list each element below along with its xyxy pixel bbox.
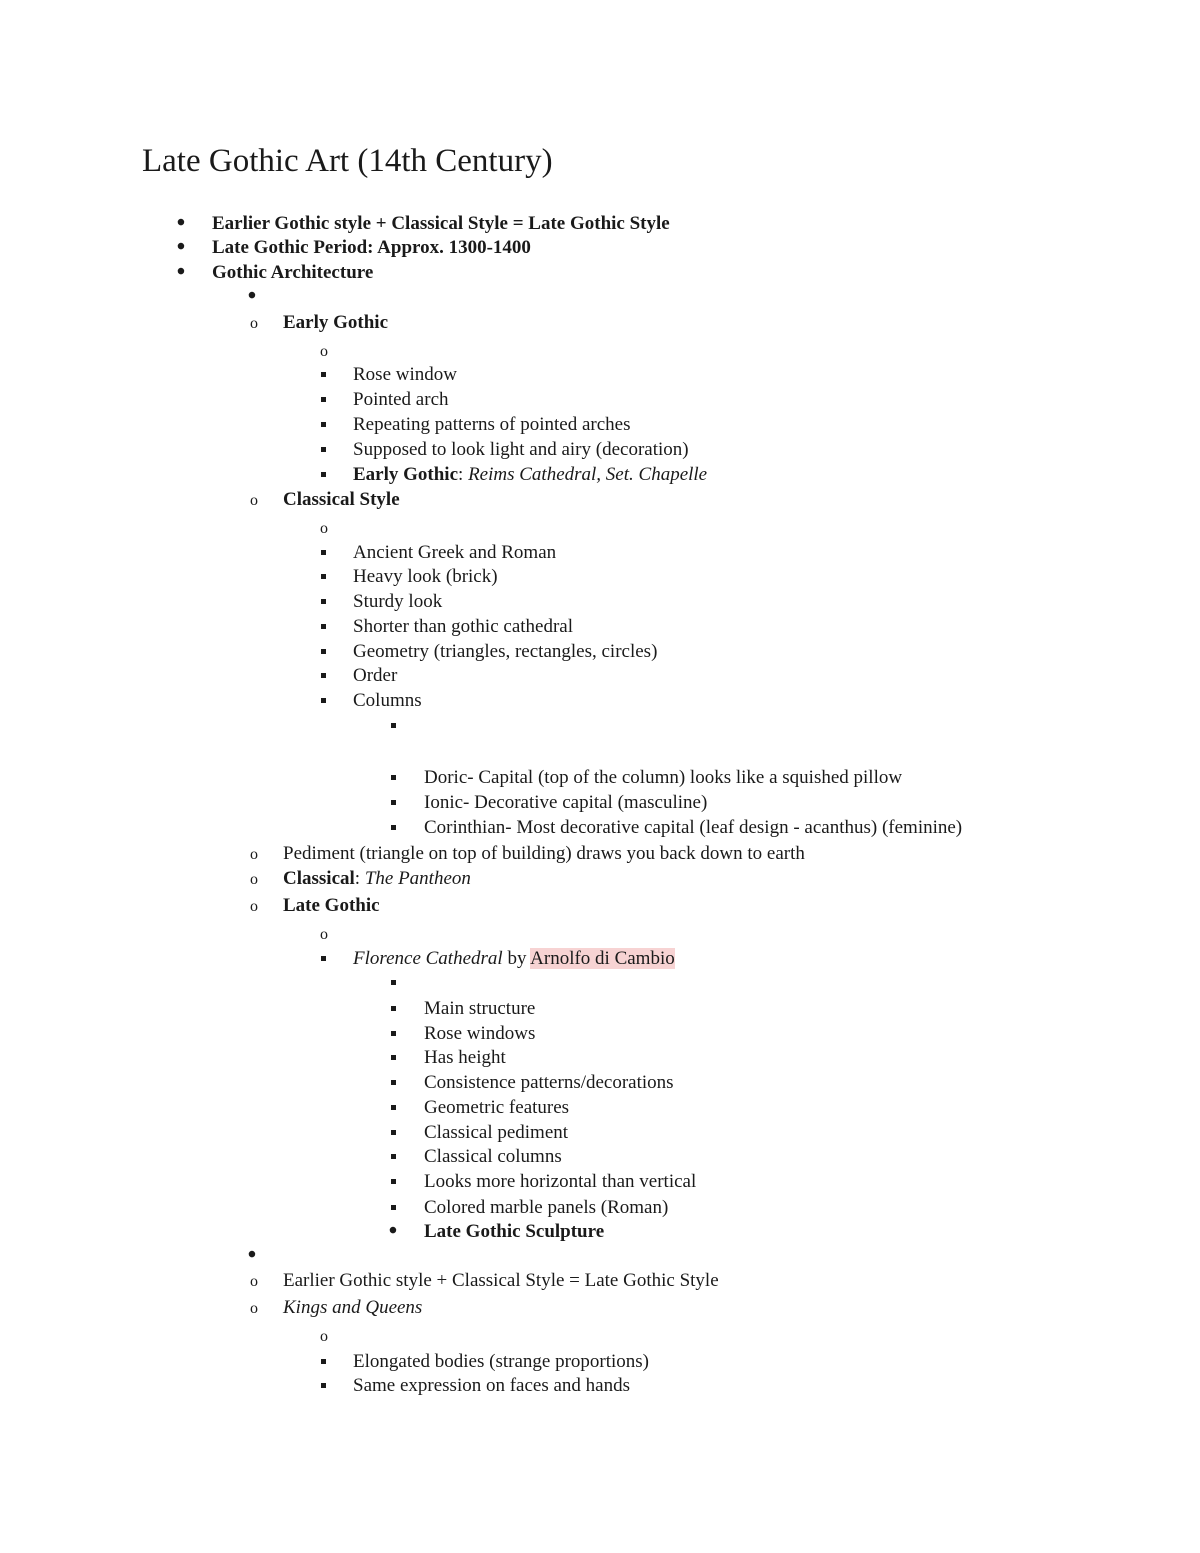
- list-item: [0, 437, 1200, 462]
- bullet-circle-icon: [247, 893, 261, 919]
- bullet-square-icon: [316, 437, 330, 462]
- section-heading-early-gothic: Early Gothic: [283, 312, 389, 333]
- bullet-circle-icon: [317, 338, 331, 364]
- list-item: [0, 688, 1200, 713]
- bullet-square-icon: [316, 688, 330, 713]
- list-item-text: Ancient Greek and Roman: [353, 542, 557, 563]
- list-item: [0, 996, 1200, 1021]
- list-item-text: Shorter than gothic cathedral: [353, 616, 574, 637]
- list-item-text: Rose windows: [424, 1023, 536, 1044]
- bullet-square-icon: [386, 1021, 400, 1046]
- empty-list-item: [0, 515, 1200, 540]
- list-item-text: Late Gothic Period: Approx. 1300-1400: [212, 237, 531, 258]
- list-item-text: Colored marble panels (Roman): [424, 1197, 669, 1218]
- bullet-square-icon: [316, 412, 330, 437]
- list-item: [0, 540, 1200, 565]
- list-item: [0, 1169, 1200, 1194]
- list-item-text: Supposed to look light and airy (decoration): [353, 439, 689, 460]
- list-item: [0, 211, 1200, 236]
- list-item: [0, 1219, 1200, 1244]
- list-item: [0, 1268, 1200, 1293]
- list-item: [0, 589, 1200, 614]
- list-item-text: Kings and Queens: [283, 1297, 423, 1318]
- empty-list-item: [0, 338, 1200, 363]
- bullet-square-icon: [386, 1070, 400, 1095]
- empty-list-item: [0, 1243, 1200, 1268]
- bullet-disc-icon: [245, 1243, 259, 1269]
- list-item-text: Heavy look (brick): [353, 566, 498, 587]
- list-item: [0, 310, 1200, 335]
- bullet-circle-icon: [247, 487, 261, 513]
- list-item-text: Elongated bodies (strange proportions): [353, 1351, 650, 1372]
- list-item: [0, 1373, 1200, 1398]
- artist-highlight: Arnolfo di Cambio: [530, 948, 675, 969]
- bullet-square-icon: [316, 362, 330, 387]
- bullet-square-icon: [316, 564, 330, 589]
- list-item-text: Same expression on faces and hands: [353, 1375, 631, 1396]
- bullet-square-icon: [386, 996, 400, 1021]
- example-works: The Pantheon: [364, 868, 471, 889]
- list-item-text: Doric- Capital (top of the column) looks like a squished pillow: [424, 767, 903, 788]
- list-item: [0, 1070, 1200, 1095]
- list-item-text: Gothic Architecture: [212, 262, 374, 283]
- bullet-disc-icon: [174, 235, 188, 261]
- bullet-circle-icon: [247, 1295, 261, 1321]
- list-item: [0, 1120, 1200, 1145]
- list-item-text: Pointed arch: [353, 389, 449, 410]
- bullet-circle-icon: [247, 866, 261, 892]
- list-item-text: Classical columns: [424, 1146, 562, 1167]
- list-item: [0, 1349, 1200, 1374]
- list-item-text: [353, 946, 675, 971]
- list-item-text: [283, 866, 471, 891]
- list-item-text: Looks more horizontal than vertical: [424, 1171, 697, 1192]
- list-item-text: Rose window: [353, 364, 457, 385]
- bullet-square-icon: [316, 1373, 330, 1398]
- work-by: by: [502, 948, 531, 969]
- empty-list-item: [0, 970, 1200, 995]
- list-item: [0, 487, 1200, 512]
- bullet-circle-icon: [317, 515, 331, 541]
- bullet-square-icon: [386, 790, 400, 815]
- list-item-text: Geometry (triangles, rectangles, circles): [353, 641, 658, 662]
- example-works: Reims Cathedral, Set. Chapelle: [468, 464, 708, 485]
- bullet-square-icon: [316, 946, 330, 971]
- bullet-circle-icon: [247, 1268, 261, 1294]
- bullet-disc-icon: [245, 284, 259, 310]
- bullet-circle-icon: [247, 310, 261, 336]
- empty-list-item: [0, 284, 1200, 309]
- bullet-square-icon: [386, 1120, 400, 1145]
- list-item: [0, 387, 1200, 412]
- bullet-square-icon: [386, 1169, 400, 1194]
- list-item: [0, 412, 1200, 437]
- list-item: [0, 946, 1200, 971]
- list-item-text: Pediment (triangle on top of building) draws you back down to earth: [283, 843, 805, 864]
- list-item-text: Columns: [353, 690, 422, 711]
- list-item-text: Repeating patterns of pointed arches: [353, 414, 631, 435]
- section-heading-classical-style: Classical Style: [283, 489, 400, 510]
- bullet-circle-icon: [317, 1323, 331, 1349]
- list-item: [0, 614, 1200, 639]
- bullet-circle-icon: [317, 921, 331, 947]
- bullet-square-icon: [316, 639, 330, 664]
- list-item: [0, 564, 1200, 589]
- list-item-text: Consistence patterns/decorations: [424, 1072, 674, 1093]
- example-separator: :: [354, 868, 365, 889]
- bullet-square-icon: [386, 1095, 400, 1120]
- bullet-circle-icon: [247, 841, 261, 867]
- list-item: [0, 866, 1200, 891]
- list-item: [0, 260, 1200, 285]
- bullet-square-icon: [386, 970, 400, 995]
- list-item: [0, 362, 1200, 387]
- bullet-disc-icon: [386, 1219, 400, 1245]
- list-item-text: Classical pediment: [424, 1122, 569, 1143]
- list-item: [0, 1195, 1200, 1220]
- list-item-text: Earlier Gothic style + Classical Style = Late Gothic Style: [283, 1270, 719, 1291]
- bullet-square-icon: [316, 663, 330, 688]
- list-item: [0, 1144, 1200, 1169]
- list-item-text: Ionic- Decorative capital (masculine): [424, 792, 708, 813]
- bullet-disc-icon: [174, 260, 188, 286]
- bullet-square-icon: [386, 713, 400, 738]
- bullet-square-icon: [386, 1195, 400, 1220]
- bullet-square-icon: [316, 462, 330, 487]
- work-title: Florence Cathedral: [353, 948, 503, 969]
- bullet-square-icon: [316, 540, 330, 565]
- section-heading-late-gothic-sculpture: Late Gothic Sculpture: [424, 1221, 605, 1242]
- list-item: [0, 893, 1200, 918]
- list-item-text: Has height: [424, 1047, 506, 1068]
- list-item: [0, 1095, 1200, 1120]
- list-item-text: Earlier Gothic style + Classical Style = Late Gothic Style: [212, 213, 670, 234]
- bullet-square-icon: [386, 1045, 400, 1070]
- empty-list-item: [0, 713, 1200, 738]
- list-item: [0, 639, 1200, 664]
- list-item-text: Main structure: [424, 998, 536, 1019]
- bullet-square-icon: [386, 815, 400, 840]
- bullet-square-icon: [316, 387, 330, 412]
- list-item: [0, 462, 1200, 487]
- list-item-text: Sturdy look: [353, 591, 443, 612]
- page-title: Late Gothic Art (14th Century): [142, 143, 553, 179]
- section-heading-late-gothic: Late Gothic: [283, 895, 380, 916]
- bullet-square-icon: [386, 1144, 400, 1169]
- bullet-square-icon: [386, 765, 400, 790]
- list-item: [0, 841, 1200, 866]
- list-item-text: Geometric features: [424, 1097, 570, 1118]
- bullet-square-icon: [316, 1349, 330, 1374]
- example-label: Classical: [283, 868, 355, 889]
- empty-list-item: [0, 921, 1200, 946]
- list-item: [0, 663, 1200, 688]
- list-item: [0, 235, 1200, 260]
- example-separator: :: [458, 464, 469, 485]
- example-label: Early Gothic: [353, 464, 459, 485]
- list-item-text: [353, 462, 707, 487]
- list-item: [0, 1295, 1200, 1320]
- bullet-square-icon: [316, 589, 330, 614]
- list-item: [0, 1021, 1200, 1046]
- list-item: [0, 765, 1200, 790]
- empty-list-item: [0, 1323, 1200, 1348]
- list-item-text: Order: [353, 665, 398, 686]
- list-item: [0, 815, 1200, 840]
- list-item: [0, 790, 1200, 815]
- bullet-square-icon: [316, 614, 330, 639]
- list-item-text: Corinthian- Most decorative capital (leaf design - acanthus) (feminine): [424, 817, 963, 838]
- list-item: [0, 1045, 1200, 1070]
